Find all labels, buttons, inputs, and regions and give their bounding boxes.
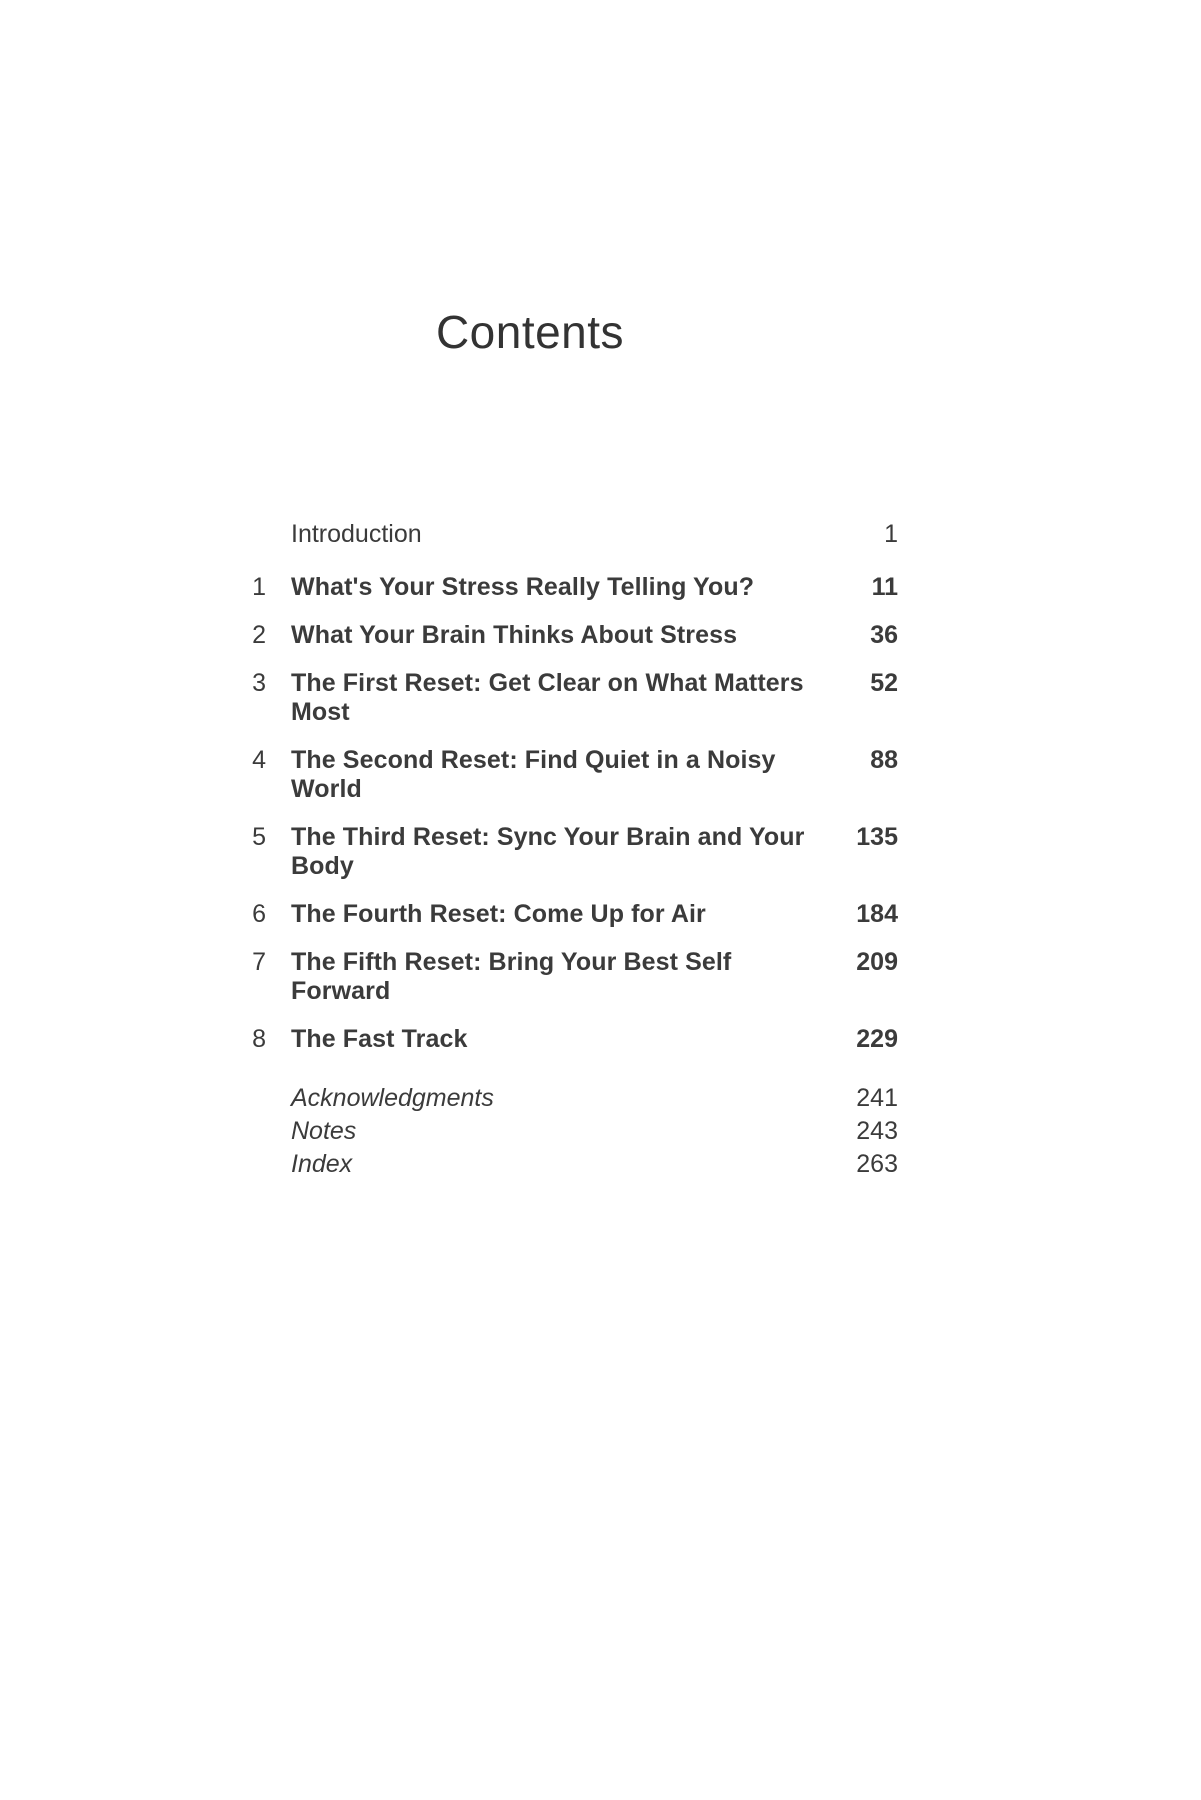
entry-page-number: 243 <box>856 1117 898 1145</box>
entry-number: 3 <box>252 669 266 697</box>
list-item[interactable] <box>228 573 898 602</box>
list-item[interactable] <box>228 1084 898 1113</box>
entry-page-number: 1 <box>884 520 898 548</box>
list-item[interactable] <box>228 1117 898 1146</box>
entry-label: Acknowledgments <box>291 1084 494 1112</box>
list-item[interactable] <box>228 948 898 1006</box>
entry-label: What's Your Stress Really Telling You? <box>291 573 755 601</box>
entry-page-number: 229 <box>856 1025 898 1053</box>
entry-page-number: 52 <box>870 669 898 697</box>
entry-number: 8 <box>252 1025 266 1053</box>
entry-label: Index <box>291 1150 353 1178</box>
entry-page-number: 135 <box>856 823 898 851</box>
list-item[interactable] <box>228 621 898 650</box>
entry-number: 1 <box>252 573 266 601</box>
entry-label: What Your Brain Thinks About Stress <box>291 621 738 649</box>
entry-number: 4 <box>252 746 266 774</box>
list-item[interactable] <box>228 1150 898 1179</box>
page-title: Contents <box>435 306 625 358</box>
list-item[interactable] <box>228 823 898 881</box>
entry-number: 2 <box>252 621 266 649</box>
entry-page-number: 11 <box>871 573 898 601</box>
entry-page-number: 209 <box>856 948 898 976</box>
entry-label: The Fourth Reset: Come Up for Air <box>291 900 706 928</box>
entry-label: The Fifth Reset: Bring Your Best Self Forward <box>291 948 732 1005</box>
entry-label: Notes <box>291 1117 357 1145</box>
entry-label: Introduction <box>291 520 422 548</box>
entry-number: 6 <box>252 900 266 928</box>
entry-page-number: 88 <box>870 746 898 774</box>
entry-label: The Fast Track <box>291 1025 468 1053</box>
list-item[interactable] <box>228 669 898 727</box>
list-item[interactable] <box>228 1025 898 1054</box>
entry-label: The Third Reset: Sync Your Brain and Your Body <box>291 823 805 880</box>
entry-page-number: 36 <box>870 621 898 649</box>
entry-number: 7 <box>252 948 266 976</box>
list-item[interactable] <box>228 900 898 929</box>
list-item[interactable] <box>228 746 898 804</box>
entry-page-number: 263 <box>856 1150 898 1178</box>
back-matter-group <box>228 1084 898 1179</box>
entry-label: The Second Reset: Find Quiet in a Noisy World <box>291 746 776 803</box>
entry-number: 5 <box>252 823 266 851</box>
entry-page-number: 241 <box>856 1084 898 1112</box>
entry-label: The First Reset: Get Clear on What Matters Most <box>291 669 804 726</box>
table-of-contents <box>228 520 898 1183</box>
entry-page-number: 184 <box>856 900 898 928</box>
list-item[interactable] <box>228 520 898 549</box>
